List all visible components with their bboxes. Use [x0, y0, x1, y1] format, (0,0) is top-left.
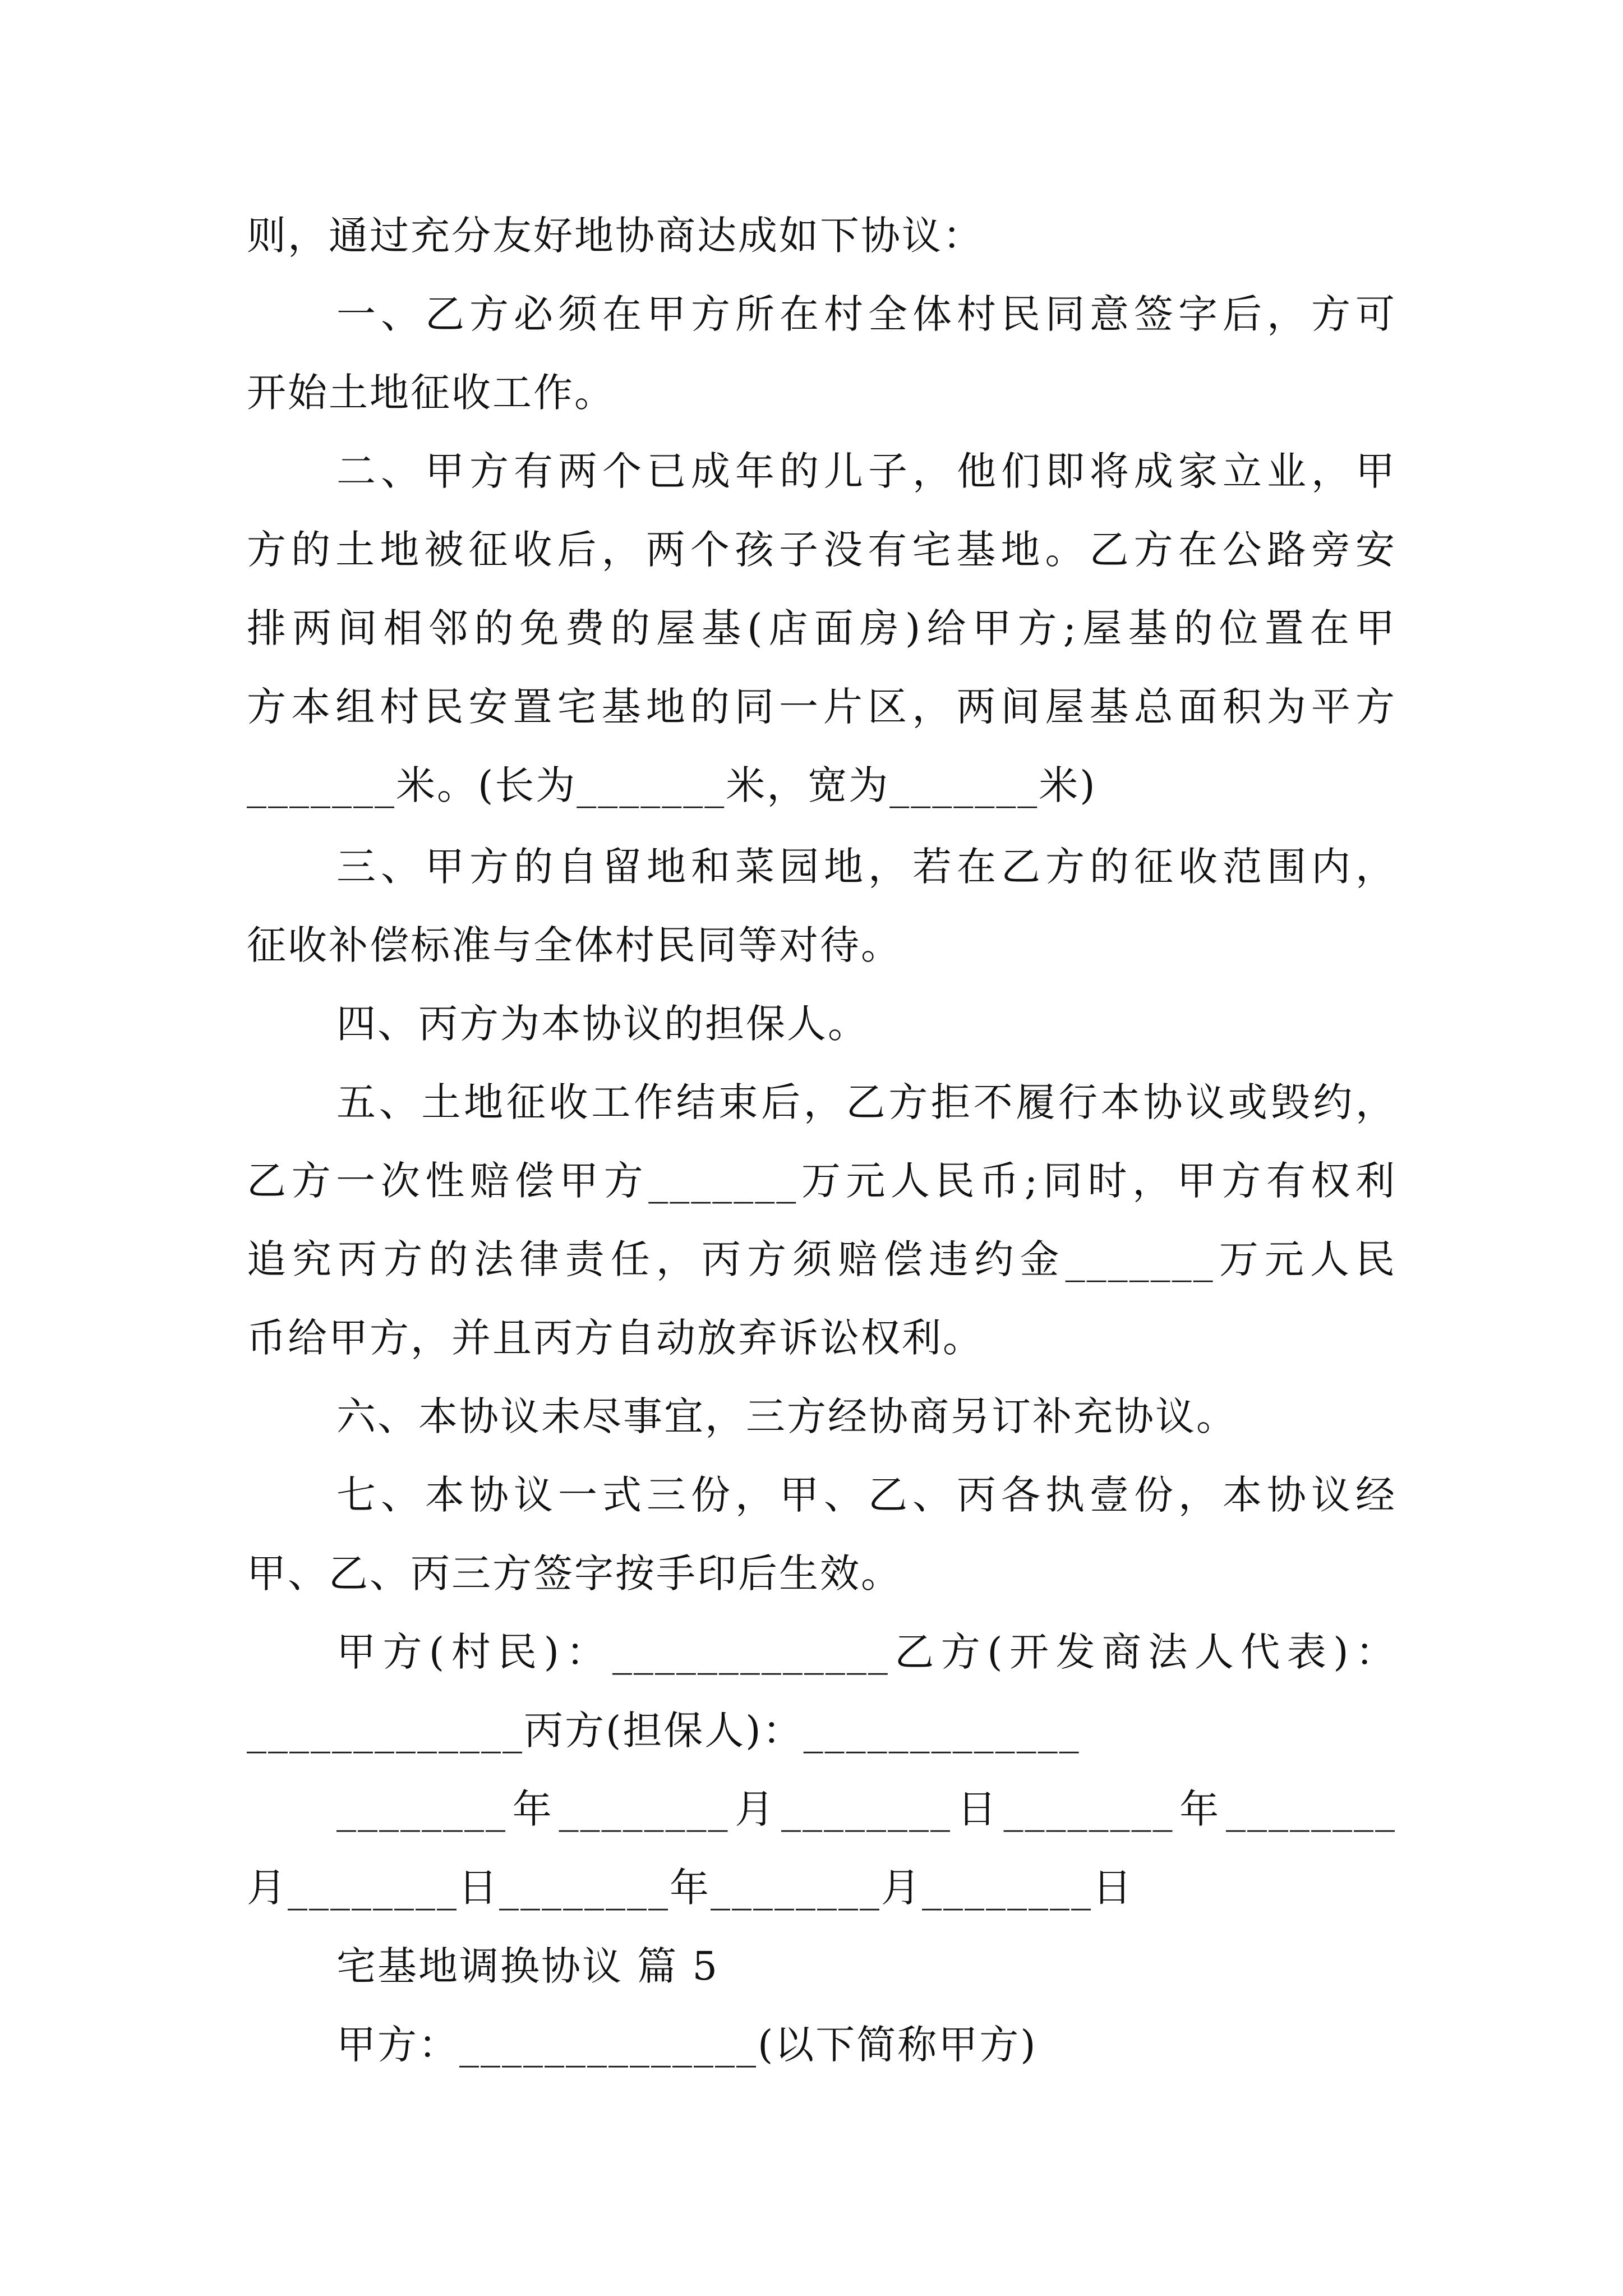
paragraph-line-9: 三、甲方的自留地和菜园地，若在乙方的征收范围内，: [336, 844, 1396, 890]
paragraph-line-7: 方本组村民安置宅基地的同一片区，两间屋基总面积为平方: [247, 684, 1396, 730]
paragraph-line-2: 一、乙方必须在甲方所在村全体村民同意签字后，方可: [336, 291, 1396, 337]
paragraph-line-13: 乙方一次性赔偿甲方_______万元人民币;同时，甲方有权利: [247, 1158, 1396, 1204]
date-line-1: ________年________月________日________年________: [336, 1786, 1396, 1832]
paragraph-line-3: 开始土地征收工作。: [247, 370, 615, 416]
party-a-line: 甲方：______________(以下简称甲方): [336, 2022, 1038, 2068]
paragraph-line-5: 方的土地被征收后，两个孩子没有宅基地。乙方在公路旁安: [247, 527, 1396, 573]
paragraph-line-6: 排两间相邻的免费的屋基(店面房)给甲方;屋基的位置在甲: [247, 605, 1396, 651]
paragraph-line-1: 则，通过充分友好地协商达成如下协议：: [247, 213, 984, 259]
paragraph-line-11: 四、丙方为本协议的担保人。: [336, 1001, 869, 1047]
paragraph-line-18: 甲、乙、丙三方签字按手印后生效。: [247, 1550, 902, 1596]
paragraph-line-12: 五、土地征收工作结束后，乙方拒不履行本协议或毁约，: [336, 1079, 1396, 1125]
signature-line-2: _____________丙方(担保人)：_____________: [247, 1708, 1081, 1754]
paragraph-line-10: 征收补偿标准与全体村民同等对待。: [247, 922, 902, 968]
paragraph-line-17: 七、本协议一式三份，甲、乙、丙各执壹份，本协议经: [336, 1472, 1396, 1518]
paragraph-line-15: 币给甲方，并且丙方自动放弃诉讼权利。: [247, 1315, 984, 1361]
date-line-2: 月________日________年________月________日: [247, 1865, 1133, 1911]
section-heading: 宅基地调换协议 篇 5: [336, 1943, 720, 1989]
signature-line-1: 甲方(村民)：_____________乙方(开发商法人代表)：: [336, 1629, 1396, 1675]
paragraph-line-4: 二、甲方有两个已成年的儿子，他们即将成家立业，甲: [336, 448, 1396, 494]
paragraph-line-16: 六、本协议未尽事宜，三方经协商另订补充协议。: [336, 1393, 1237, 1439]
paragraph-line-14: 追究丙方的法律责任，丙方须赔偿违约金_______万元人民: [247, 1236, 1396, 1282]
paragraph-line-8: _______米。(长为_______米，宽为_______米): [247, 762, 1097, 808]
